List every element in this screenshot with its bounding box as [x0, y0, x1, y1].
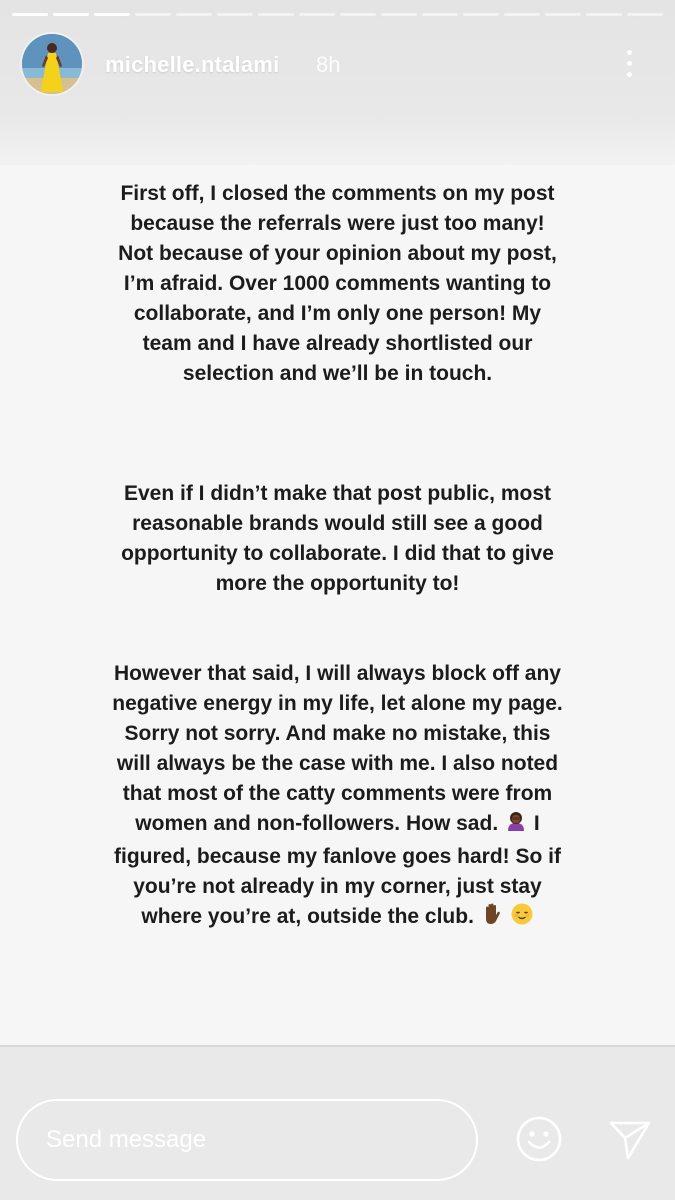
paragraph-3-text-b: I figured, because my fanlove goes hard! So if you’re not already in my corner, just stay where you’re at, outside the club.: [114, 812, 561, 928]
story-text-paragraph-2: Even if I didn’t make that post public, most reasonable brands would still see a good opportunity to collaborate. I did that to give more the opportunity to!: [121, 482, 554, 595]
avatar[interactable]: [22, 34, 82, 94]
send-icon[interactable]: [608, 1119, 652, 1161]
more-vertical-icon[interactable]: [612, 44, 648, 84]
send-message-placeholder: Send message: [46, 1126, 207, 1153]
progress-segment: [12, 13, 48, 16]
progress-segment: [258, 13, 294, 16]
progress-segment: [94, 13, 130, 16]
paragraph-3-text-a: However that said, I will always block off any negative energy in my life, let alone my page. Sorry not sorry. And make no mistake, this will always be the case with me. I also noted that most of the catty comments were from women and non-followers. How sad.: [112, 662, 563, 835]
progress-segment: [135, 13, 171, 16]
story-header: [0, 30, 675, 100]
progress-segment: [504, 13, 540, 16]
progress-segment: [463, 13, 499, 16]
story-timestamp: 8h: [316, 52, 341, 77]
username[interactable]: michelle.ntalami: [105, 52, 280, 77]
progress-segment: [381, 13, 417, 16]
progress-segment: [627, 13, 663, 16]
progress-segment: [217, 13, 253, 16]
menu-dot: [627, 72, 632, 77]
progress-segment: [340, 13, 376, 16]
raised-hand-emoji-icon: [480, 902, 504, 935]
progress-segment: [53, 13, 89, 16]
story-text-paragraph-1: First off, I closed the comments on my post because the referrals were just too many! Not because of your opinion about my post, I’m afraid. Over 1000 comments wanting to collaborate, and I’m only one person! My team and I have already shortlisted our selection and we’ll be in touch.: [118, 182, 557, 385]
story-content: [0, 165, 675, 1045]
story-text-paragraph-3: [110, 659, 565, 935]
relieved-face-emoji-icon: [510, 902, 534, 935]
profile-photo-icon: [22, 34, 82, 94]
progress-segment: [299, 13, 335, 16]
story-progress-bar: [12, 13, 663, 16]
progress-segment: [422, 13, 458, 16]
send-message-input[interactable]: [16, 1099, 478, 1181]
menu-dot: [627, 50, 632, 55]
woman-facepalming-emoji-icon: [504, 809, 528, 842]
progress-segment: [176, 13, 212, 16]
story-footer: [0, 1047, 675, 1200]
smiley-icon[interactable]: [515, 1115, 563, 1163]
progress-segment: [545, 13, 581, 16]
menu-dot: [627, 61, 632, 66]
progress-segment: [586, 13, 622, 16]
